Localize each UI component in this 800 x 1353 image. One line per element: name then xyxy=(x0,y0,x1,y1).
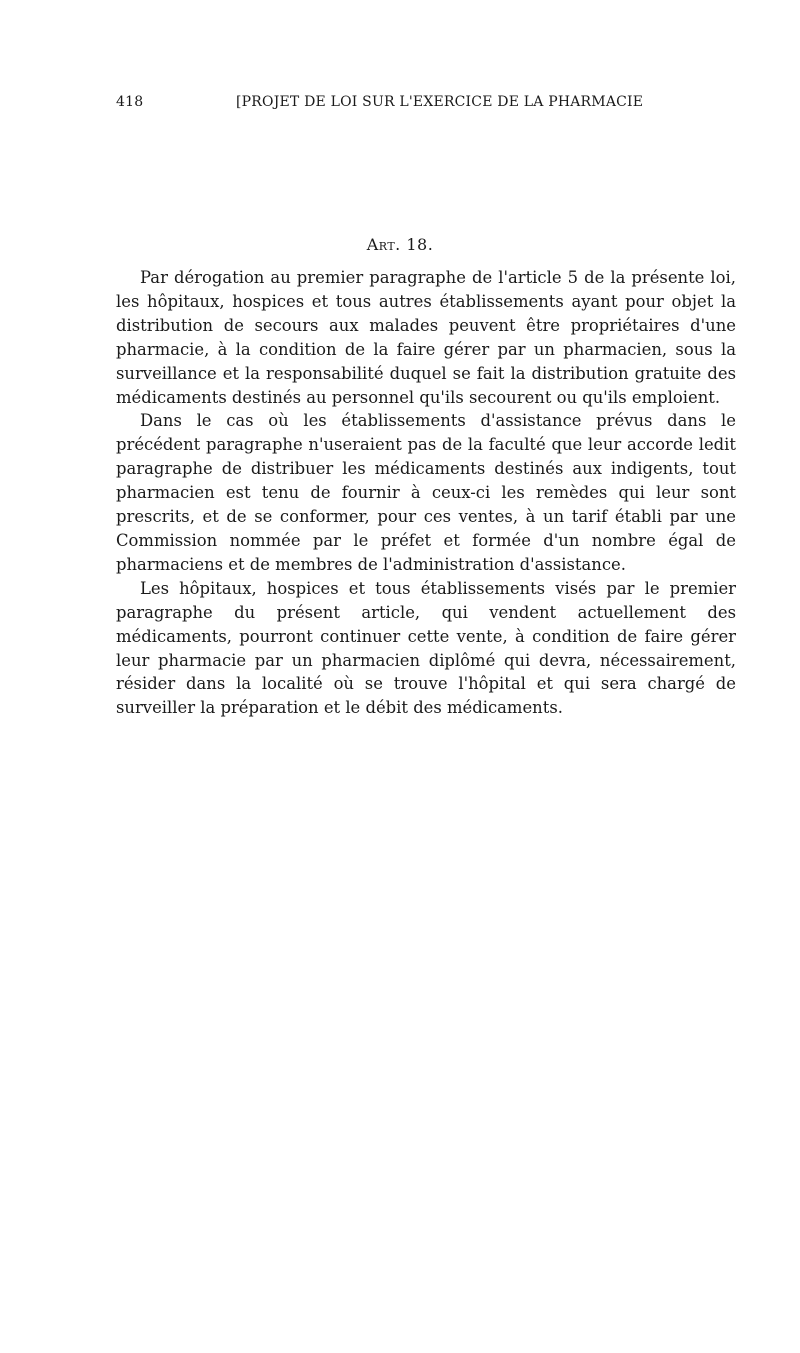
article-heading xyxy=(0,235,800,254)
running-title: [PROJET DE LOI SUR L'EXERCICE DE LA PHARMACIE xyxy=(236,94,644,110)
page-number: 418 xyxy=(116,94,144,110)
paragraph-3: Les hôpitaux, hospices et tous établissements visés par le premier paragraphe du présent article, qui vendent actuellement des médicaments, pourront continuer cette vente, à condition de faire gérer leur pharmacie par un pharmacien diplômé qui devra, nécessairement, résider dans la localité où se trouve l'hôpital et qui sera chargé de surveiller la préparation et le débit des médicaments. xyxy=(116,578,736,718)
article-body xyxy=(116,266,736,720)
page-header xyxy=(116,94,736,114)
article-heading-label: Art. 18. xyxy=(366,235,434,254)
paragraph-2: Dans le cas où les établissements d'assistance prévus dans le précédent paragraphe n'useraient pas de la faculté que leur accorde ledit paragraphe de distribuer les médicaments destinés aux indigents, tout pharmacien est tenu de fournir à ceux-ci les remèdes qui leur sont prescrits, et de se conformer, pour ces ventes, à un tarif établi par une Commission nommée par le préfet et formée d'un nombre égal de pharmaciens et de membres de l'administration d'assistance. xyxy=(116,411,736,574)
paragraph-1: Par dérogation au premier paragraphe de l'article 5 de la présente loi, les hôpitaux, hospices et tous autres établissements ayant pour objet la distribution de secours aux malades peuvent être propriétaires d'une pharmacie, à la condition de la faire gérer par un pharmacien, sous la surveillance et la responsabilité duquel se fait la distribution gratuite des médicaments destinés au personnel qu'ils secourent ou qu'ils emploient. xyxy=(116,268,736,407)
